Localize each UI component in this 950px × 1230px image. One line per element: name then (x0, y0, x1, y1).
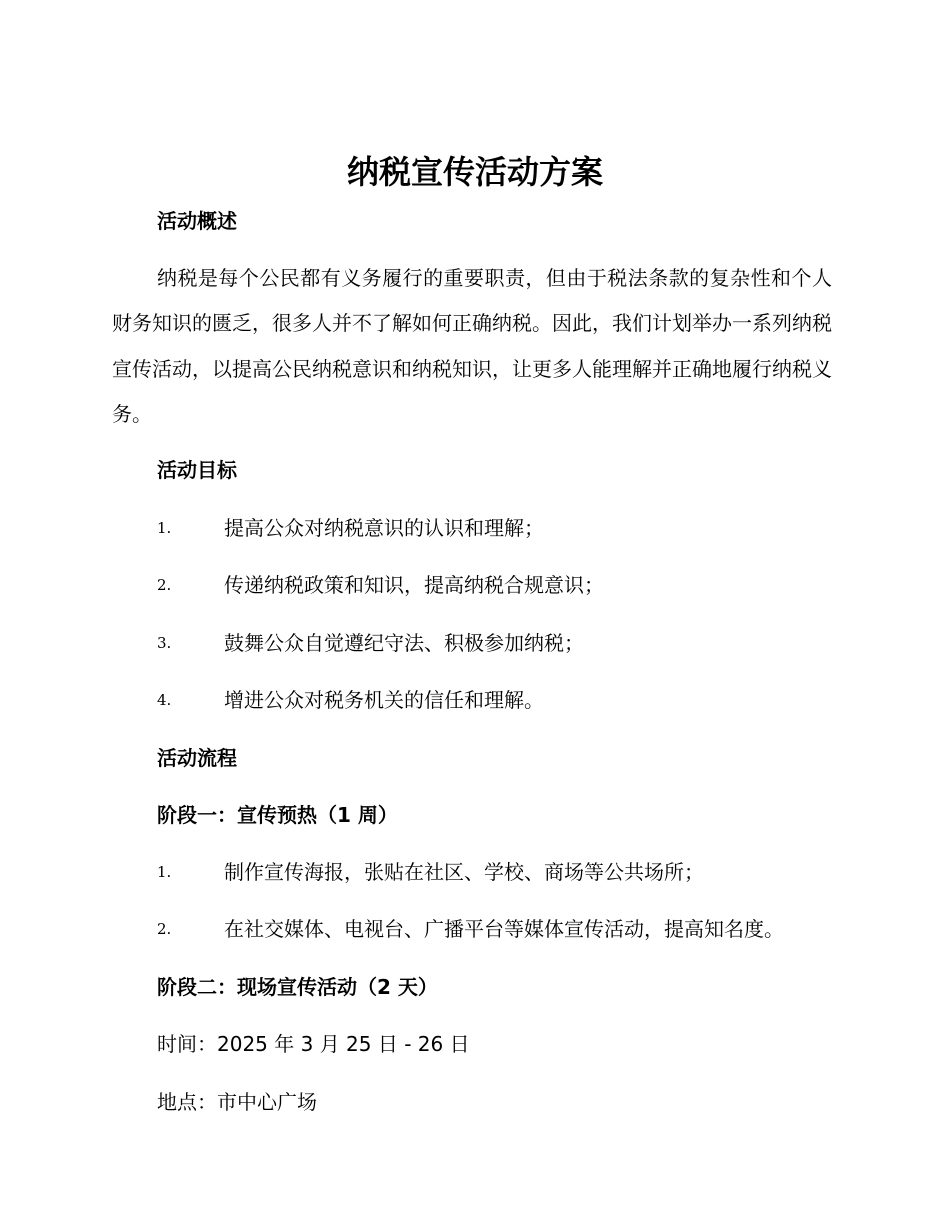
goal-item (157, 628, 857, 658)
list-text: 鼓舞公众自觉遵纪守法、积极参加纳税； (224, 631, 584, 655)
list-number: 2. (157, 576, 172, 594)
goal-item (157, 513, 857, 543)
goal-item (157, 685, 857, 715)
list-number: 1. (157, 519, 172, 537)
list-number: 3. (157, 634, 172, 652)
list-number: 4. (157, 691, 172, 709)
stage2-heading: 阶段二：现场宣传活动（2 天） (157, 975, 438, 999)
list-text: 在社交媒体、电视台、广播平台等媒体宣传活动，提高知名度。 (224, 917, 784, 941)
event-location: 地点：市中心广场 (157, 1090, 317, 1114)
list-text: 制作宣传海报，张贴在社区、学校、商场等公共场所； (224, 860, 704, 884)
document-title: 纳税宣传活动方案 (346, 153, 603, 191)
event-time: 时间：2025 年 3 月 25 日 - 26 日 (157, 1032, 470, 1056)
list-text: 传递纳税政策和知识，提高纳税合规意识； (224, 573, 604, 597)
overview-heading: 活动概述 (157, 209, 237, 233)
stage1-item (157, 857, 857, 887)
process-heading: 活动流程 (157, 746, 237, 770)
stage1-item (157, 914, 857, 944)
stage1-heading: 阶段一：宣传预热（1 周） (157, 803, 398, 827)
list-text: 增进公众对税务机关的信任和理解。 (224, 688, 544, 712)
goal-item (157, 570, 857, 600)
list-text: 提高公众对纳税意识的认识和理解； (224, 516, 544, 540)
goals-heading: 活动目标 (157, 458, 237, 482)
list-number: 2. (157, 920, 172, 938)
overview-paragraph: 纳税是每个公民都有义务履行的重要职责，但由于税法条款的复杂性和个人财务知识的匮乏，很多人并不了解如何正确纳税。因此，我们计划举办一系列纳税宣传活动，以提高公民纳税意识和纳税知识，让更多人能理解并正确地履行纳税义务。 (112, 266, 832, 426)
list-number: 1. (157, 863, 172, 881)
